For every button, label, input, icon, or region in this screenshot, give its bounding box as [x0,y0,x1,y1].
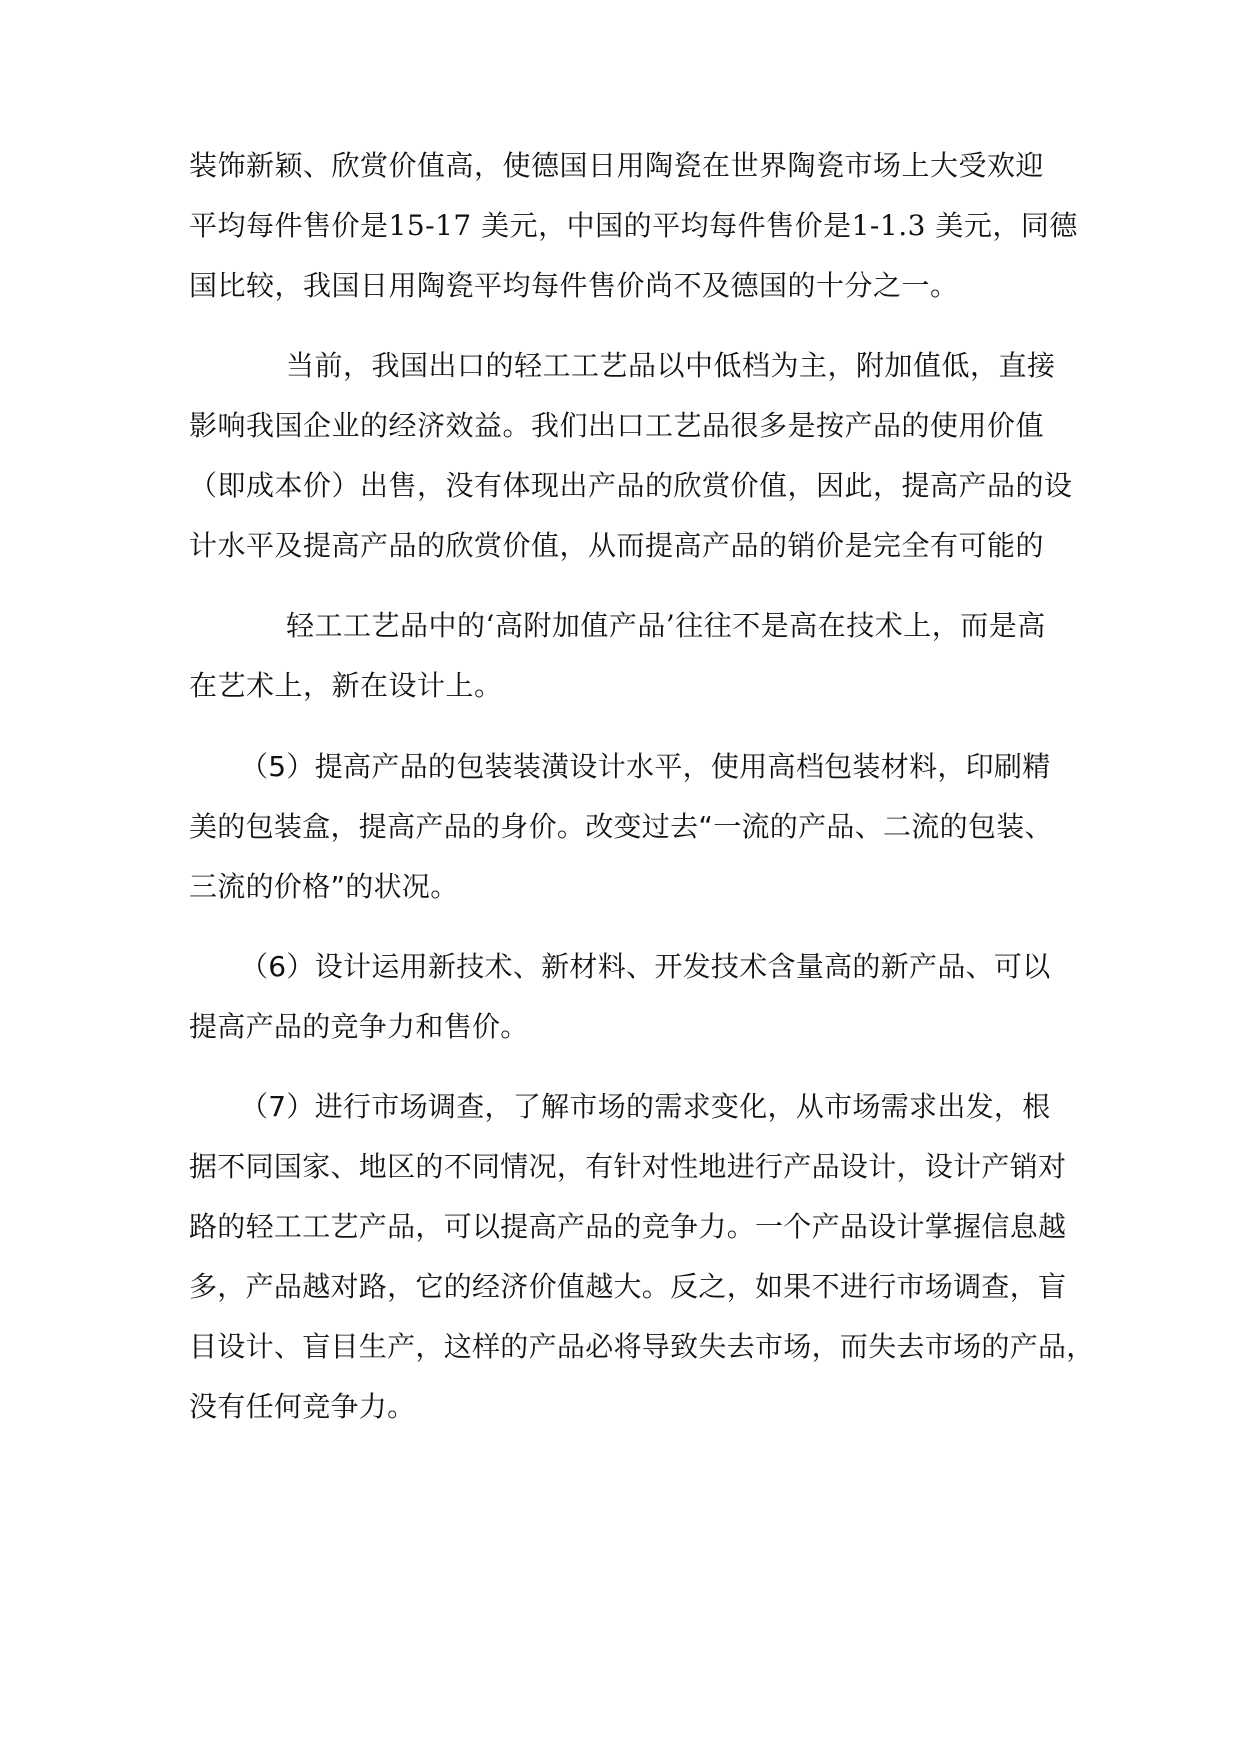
item-7-line-2: 据不同国家、地区的不同情况，有针对性地进行产品设计，设计产销对 [189,1150,1067,1183]
paragraph-1-line-3: 国比较，我国日用陶瓷平均每件售价尚不及德国的十分之一。 [189,269,959,302]
paragraph-3-line-2: 在艺术上，新在设计上。 [189,669,503,702]
paragraph-2-line-3: （即成本价）出售，没有体现出产品的欣赏价值，因此，提高产品的设 [189,469,1073,502]
item-7-line-6: 没有任何竞争力。 [189,1390,416,1423]
item-7-line-3: 路的轻工工艺产品，可以提高产品的竞争力。一个产品设计掌握信息越 [189,1210,1067,1243]
paragraph-1-line-1: 装饰新颖、欣赏价值高，使德国日用陶瓷在世界陶瓷市场上大受欢迎 [189,149,1045,182]
paragraph-1-line-2: 平均每件售价是15-17 美元，中国的平均每件售价是1-1.3 美元，同德 [189,209,1078,242]
item-5-line-2: 美的包装盒，提高产品的身价。改变过去“一流的产品、二流的包装、 [189,810,1053,843]
item-5-line-3: 三流的价格”的状况。 [189,870,459,903]
item-7-line-1: （7）进行市场调查，了解市场的需求变化，从市场需求出发，根 [240,1090,1051,1123]
item-7-line-4: 多，产品越对路，它的经济价值越大。反之，如果不进行市场调查，盲 [189,1270,1067,1303]
paragraph-2-line-1: 当前，我国出口的轻工工艺品以中低档为主，附加值低，直接 [286,349,1056,382]
item-6-line-1: （6）设计运用新技术、新材料、开发技术含量高的新产品、可以 [240,950,1051,983]
paragraph-2-line-4: 计水平及提高产品的欣赏价值，从而提高产品的销价是完全有可能的 [189,529,1045,562]
paragraph-2-line-2: 影响我国企业的经济效益。我们出口工艺品很多是按产品的使用价值 [189,409,1045,442]
paragraph-3-line-1: 轻工工艺品中的‘高附加值产品’往往不是高在技术上，而是高 [286,609,1046,642]
item-5-line-1: （5）提高产品的包装装潢设计水平，使用高档包装材料，印刷精 [240,750,1051,783]
item-7-line-5: 目设计、盲目生产，这样的产品必将导致失去市场，而失去市场的产品， [189,1330,1095,1363]
item-6-line-2: 提高产品的竞争力和售价。 [189,1010,529,1043]
